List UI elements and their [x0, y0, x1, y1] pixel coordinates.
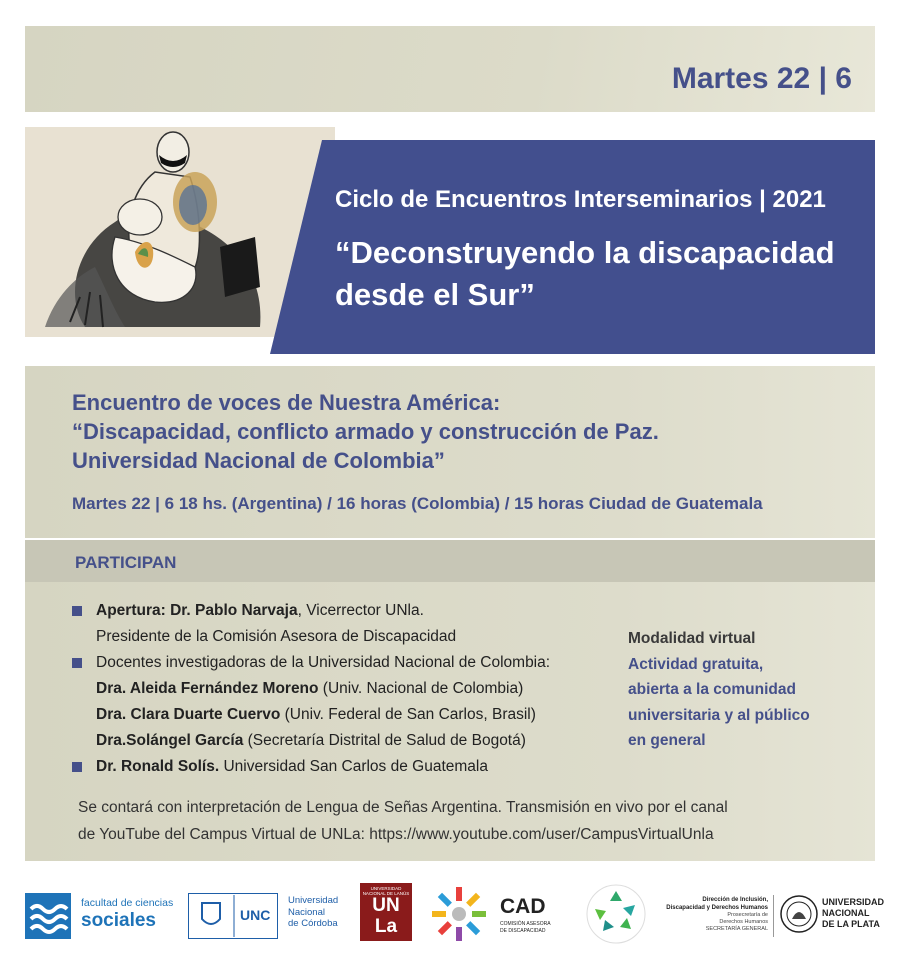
unc-abbr: UNC	[240, 907, 271, 923]
direccion-logo	[660, 897, 768, 945]
participants-heading: PARTICIPAN	[75, 553, 177, 572]
participant-detail: Presidente de la Comisión Asesora de Discapacidad	[96, 628, 457, 645]
unlp-seal-icon	[780, 893, 818, 935]
direccion-line1: Dirección de Inclusión,	[702, 897, 768, 903]
list-item	[72, 598, 612, 624]
direccion-line5: SECRETARÍA GENERAL	[705, 926, 768, 932]
cad-name-line1: COMISIÓN ASESORA	[500, 921, 551, 927]
unla-logo	[360, 883, 412, 941]
unlp-name-line1: UNIVERSIDAD	[822, 897, 885, 907]
fcs-logo	[25, 893, 175, 943]
direccion-line2: Discapacidad y Derechos Humanos	[666, 904, 768, 911]
participant-name: Apertura: Dr. Pablo Narvaja	[96, 602, 298, 619]
main-title-line1: “Deconstruyendo la discapacidad	[335, 235, 835, 270]
main-title	[335, 232, 855, 316]
list-item	[72, 728, 612, 754]
free-activity-line1: Actividad gratuita,	[628, 655, 764, 673]
participant-name: Dra. Clara Duarte Cuervo	[96, 706, 281, 723]
modality-label: Modalidad virtual	[628, 630, 756, 647]
cycle-title: Ciclo de Encuentros Interseminarios | 2021	[335, 186, 826, 213]
community-figures-icon	[585, 883, 647, 945]
modality-info	[628, 626, 858, 754]
unlp-name-line3: DE LA PLATA	[822, 919, 880, 929]
list-item	[72, 650, 612, 676]
free-activity-line3: universitaria y al público	[628, 706, 810, 724]
main-title-line2: desde el Sur”	[335, 277, 535, 312]
free-activity-line2: abierta a la comunidad	[628, 681, 796, 698]
unc-name-line3: de Córdoba	[288, 918, 338, 929]
participant-detail: (Univ. Federal de San Carlos, Brasil)	[280, 706, 536, 723]
list-item	[72, 754, 612, 780]
event-title-line1: Encuentro de voces de Nuestra América:	[72, 390, 501, 415]
unc-name-line1: Universidad	[288, 895, 339, 906]
direccion-line4: Derechos Humanos	[719, 919, 768, 925]
participant-detail: , Vicerrector UNla.	[297, 602, 424, 619]
list-item	[72, 702, 612, 728]
unla-label-2: La	[374, 916, 398, 937]
participant-name: Dra.Solángel García	[96, 732, 244, 749]
event-title	[72, 388, 862, 475]
fcs-label-big: sociales	[81, 910, 156, 931]
participant-name: Dr. Ronald Solís.	[96, 758, 220, 775]
header-date: Martes 22 | 6	[671, 62, 852, 95]
participants-list	[72, 598, 612, 780]
participant-detail: (Secretaría Distrital de Salud de Bogotá)	[243, 732, 526, 749]
unlp-name	[822, 897, 884, 930]
broadcast-note-line1: Se contará con interpretación de Lengua de Señas Argentina. Transmisión en vivo por el canal	[78, 799, 728, 816]
participant-detail: Docentes investigadoras de la Universidad Nacional de Colombia:	[96, 654, 551, 671]
cad-star-icon	[428, 883, 490, 945]
fcs-label-small: facultad de ciencias	[81, 897, 174, 909]
unlp-logo	[780, 893, 885, 943]
cad-abbr: CAD	[500, 895, 546, 918]
unlp-name-line2: NACIONAL	[822, 908, 870, 918]
broadcast-note-line2: de YouTube del Campus Virtual de UNLa: https://www.youtube.com/user/CampusVirtualUnla	[78, 826, 714, 843]
fcs-icon	[25, 893, 71, 939]
bullet-icon	[72, 606, 82, 616]
cad-name	[500, 921, 551, 934]
participant-name: Dra. Aleida Fernández Moreno	[96, 680, 319, 697]
unc-name	[288, 895, 338, 930]
unc-logo	[188, 893, 338, 945]
event-title-line2: “Discapacidad, conflicto armado y construcción de Paz.	[72, 419, 659, 444]
bullet-icon	[72, 658, 82, 668]
list-item	[72, 676, 612, 702]
unc-name-line2: Nacional	[288, 906, 325, 918]
cad-name-line2: DE DISCAPACIDAD	[500, 927, 546, 934]
participant-detail: (Univ. Nacional de Colombia)	[318, 680, 524, 697]
community-logo	[585, 883, 647, 945]
bullet-icon	[72, 762, 82, 772]
direccion-line3: Prosecretaría de	[727, 912, 768, 918]
unla-label-1: UN	[372, 895, 400, 916]
unla-top-label: UNIVERSIDAD NACIONAL DE LANÚS	[362, 886, 410, 896]
sponsor-logos	[0, 875, 900, 970]
event-schedule: Martes 22 | 6 18 hs. (Argentina) / 16 horas (Colombia) / 15 horas Ciudad de Guatemala	[72, 494, 763, 513]
logo-divider	[773, 895, 774, 937]
broadcast-note	[78, 794, 848, 848]
participant-detail: Universidad San Carlos de Guatemala	[219, 758, 488, 775]
list-item	[72, 624, 612, 650]
cad-logo	[428, 883, 558, 943]
free-activity-line4: en general	[628, 732, 706, 749]
event-title-line3: Universidad Nacional de Colombia”	[72, 448, 445, 473]
